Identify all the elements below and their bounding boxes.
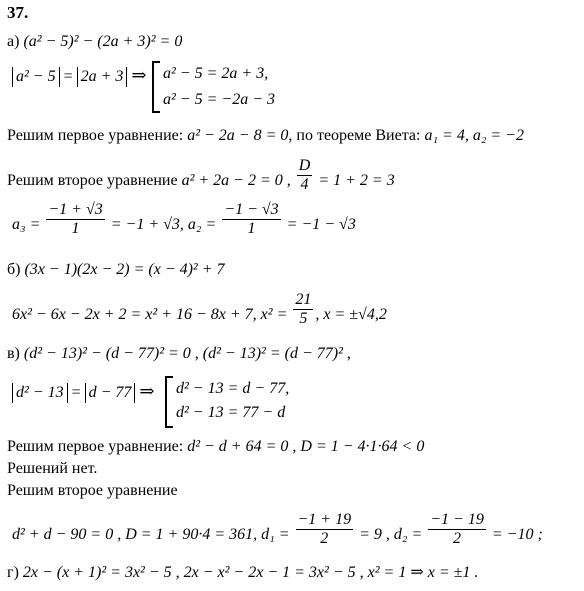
part-v-first-text: Решим первое уравнение: — [7, 438, 184, 455]
part-a-d-result: = 1 + 2 = 3 — [318, 172, 395, 190]
part-v-d2-result: = −10 ; — [491, 526, 543, 544]
implies-icon: ⇒ — [131, 65, 147, 85]
part-a-system-eq1: a² − 5 = 2a + 3, — [163, 65, 269, 82]
part-v-equation — [7, 346, 351, 362]
part-a-system-bracket — [152, 61, 160, 113]
part-v-no-solution: Решений нет. — [7, 460, 98, 477]
part-v-system-eq1: d² − 13 = d − 77, — [176, 380, 290, 397]
part-a-r3-fraction: $\frac{-1 + √3}{1}$ — [48, 201, 103, 237]
part-a-abs-line: a² − 5 = 2a + 3 ⇒ — [12, 66, 147, 87]
part-v-label: в) — [7, 345, 20, 362]
part-v-abs-line: d² − 13 = d − 77 ⇒ — [12, 382, 155, 403]
implies-icon: ⇒ — [139, 381, 155, 401]
part-v-second-eq: d² + d − 90 = 0 , D = 1 + 90·4 = 361, d₁ = — [12, 526, 290, 544]
problem-number: 37. — [7, 3, 29, 22]
part-v-second-line — [12, 511, 543, 553]
part-v-first-line — [7, 439, 424, 455]
part-b-equation — [7, 262, 225, 278]
part-v-d1-fraction: $\frac{-1 + 19}{2}$ — [297, 511, 352, 547]
part-a-r3-result: = −1 + √3, a₂ = — [110, 216, 217, 234]
part-a-abs-right: 2a + 3 — [77, 67, 128, 87]
part-a-d-over-4: $\frac{D}{4}$ — [298, 157, 311, 193]
part-g-eq: 2x − (x + 1)² = 3x² − 5 , 2x − x² − 2x − 1 = 3x² − 5 , x² = 1 ⇒ x = ±1 . — [22, 564, 479, 581]
part-a-second-eq: a² + 2a − 2 = 0 , — [181, 172, 291, 190]
part-a-first-mid: , по теореме Виета: — [288, 127, 421, 144]
part-a-r4-fraction: $\frac{-1 - √3}{1}$ — [224, 201, 279, 237]
part-a-r4-result: = −1 − √3 — [286, 216, 356, 234]
part-a-first-text: Решим первое уравнение: — [7, 127, 184, 144]
part-g-label: г) — [7, 564, 19, 581]
part-a-equation — [7, 34, 182, 50]
part-v-first-eq: d² − d + 64 = 0 , D = 1 − 4·1·64 < 0 — [187, 438, 425, 455]
part-b-eq2-right: , x = ±√4,2 — [315, 306, 387, 324]
part-a-first-roots: a₁ = 4, a₂ = −2 — [424, 127, 524, 144]
part-b-label: б) — [7, 261, 21, 278]
part-a-label: а) — [7, 33, 20, 50]
part-b-eq1: (3x − 1)(2x − 2) = (x − 4)² + 7 — [24, 261, 225, 278]
part-a-roots-line — [12, 201, 356, 243]
part-a-first-eq: a² − 2a − 8 = 0 — [187, 127, 289, 144]
part-v-abs-left: d² − 13 — [12, 383, 68, 403]
part-g-line — [7, 565, 478, 581]
part-v-d1-result: = 9 , d₂ = — [359, 526, 423, 544]
part-a-system-eq2: a² − 5 = −2a − 3 — [163, 91, 275, 108]
part-v-second-text: Решим второе уравнение — [7, 482, 178, 499]
part-b-eq2-left: 6x² − 6x − 2x + 2 = x² + 16 − 8x + 7, x² = — [12, 306, 288, 324]
part-v-system-eq2: d² − 13 = 77 − d — [176, 404, 286, 421]
part-v-eq1: (d² − 13)² − (d − 77)² = 0 , (d² − 13)² = (d − 77)² , — [23, 345, 351, 362]
part-a-second-line — [7, 157, 395, 199]
part-b-solution — [12, 291, 387, 333]
part-a-r3-lhs: a₃ = — [12, 216, 41, 234]
part-v-abs-right: d − 77 — [85, 383, 136, 403]
part-b-fraction: $\frac{21}{5}$ — [295, 291, 312, 327]
part-a-abs-left: a² − 5 — [12, 67, 60, 87]
part-a-eq1: (a² − 5)² − (2a + 3)² = 0 — [23, 33, 183, 50]
part-a-second-text: Решим второе уравнение — [7, 172, 178, 190]
part-v-system-bracket — [165, 376, 173, 428]
part-a-first-line — [7, 128, 524, 144]
part-v-d2-fraction: $\frac{-1 - 19}{2}$ — [430, 511, 484, 547]
